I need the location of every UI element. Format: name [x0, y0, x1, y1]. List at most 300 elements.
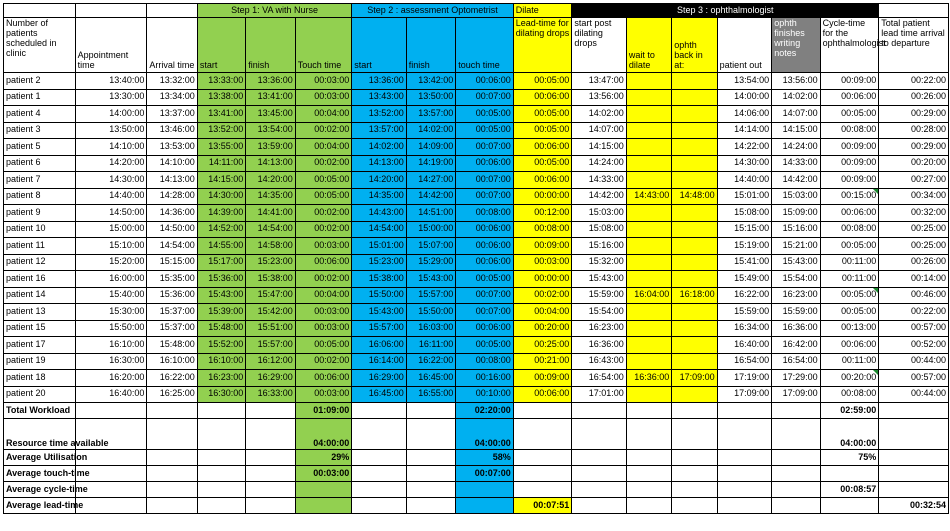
cell-s2-touch[interactable]: 00:16:00 — [456, 370, 514, 387]
cell-wait-to-dilate[interactable] — [626, 205, 671, 222]
cell-patient-out[interactable]: 15:59:00 — [717, 304, 772, 321]
average-utilisation-row-label[interactable]: Average Utilisation — [4, 450, 76, 466]
cell-leadtime-dilating[interactable]: 00:05:00 — [513, 122, 572, 139]
cell-patient-out[interactable]: 15:08:00 — [717, 205, 772, 222]
cell-s2-start[interactable]: 13:43:00 — [352, 89, 407, 106]
cell-arrival-time[interactable]: 15:37:00 — [147, 320, 197, 337]
cell-patient-name[interactable]: patient 6 — [4, 155, 76, 172]
section-step3[interactable]: Step 3 : ophthalmologist — [572, 4, 879, 18]
cell-total-lead-time[interactable]: 00:22:00 — [879, 73, 949, 90]
cell[interactable] — [147, 466, 197, 482]
cell[interactable] — [820, 498, 879, 514]
cell-leadtime-dilating[interactable]: 00:05:00 — [513, 155, 572, 172]
cell-cycle-time[interactable]: 00:09:00 — [820, 139, 879, 156]
cell-s2-start[interactable]: 15:57:00 — [352, 320, 407, 337]
cell-s2-finish[interactable]: 15:50:00 — [406, 304, 455, 321]
cell-s1-touch[interactable]: 00:03:00 — [295, 89, 352, 106]
cell[interactable] — [147, 419, 197, 450]
cell-total-lead-time[interactable]: 00:25:00 — [879, 221, 949, 238]
cell-patient-out[interactable]: 15:19:00 — [717, 238, 772, 255]
cell-ophth-back-in[interactable] — [672, 221, 717, 238]
cell-appointment-time[interactable]: 14:20:00 — [75, 155, 147, 172]
average-cycle-time-row-oph[interactable]: 00:08:57 — [820, 482, 879, 498]
cell-s2-start[interactable]: 13:36:00 — [352, 73, 407, 90]
cell-appointment-time[interactable]: 15:00:00 — [75, 221, 147, 238]
header-patient-out[interactable]: patient out — [717, 18, 772, 73]
cell-ophth-finishes[interactable]: 17:09:00 — [772, 386, 820, 403]
cell-leadtime-dilating[interactable]: 00:09:00 — [513, 370, 572, 387]
cell-start-post-dilating[interactable]: 15:32:00 — [572, 254, 627, 271]
cell-ophth-finishes[interactable]: 17:29:00 — [772, 370, 820, 387]
cell-appointment-time[interactable]: 13:50:00 — [75, 122, 147, 139]
cell-s2-finish[interactable]: 14:51:00 — [406, 205, 455, 222]
cell-patient-out[interactable]: 15:49:00 — [717, 271, 772, 288]
cell-cycle-time[interactable]: 00:15:00 — [820, 188, 879, 205]
header-ophth-back[interactable]: ophth back in at: — [672, 18, 717, 73]
cell[interactable] — [626, 419, 671, 450]
cell-s1-start[interactable]: 13:33:00 — [197, 73, 245, 90]
cell-s2-touch[interactable]: 00:07:00 — [456, 287, 514, 304]
cell-s1-touch[interactable]: 00:03:00 — [295, 320, 352, 337]
cell-patient-out[interactable]: 14:00:00 — [717, 89, 772, 106]
section-step2[interactable]: Step 2 : assessment Optometrist — [352, 4, 514, 18]
resource-time-row-s2[interactable]: 04:00:00 — [456, 419, 514, 450]
cell-wait-to-dilate[interactable] — [626, 89, 671, 106]
cell-s2-start[interactable]: 15:38:00 — [352, 271, 407, 288]
cell-leadtime-dilating[interactable]: 00:12:00 — [513, 205, 572, 222]
cell-patient-name[interactable]: patient 16 — [4, 271, 76, 288]
cell-s2-touch[interactable]: 00:06:00 — [456, 221, 514, 238]
cell-leadtime-dilating[interactable]: 00:06:00 — [513, 139, 572, 156]
cell-wait-to-dilate[interactable] — [626, 139, 671, 156]
cell-cycle-time[interactable]: 00:08:00 — [820, 386, 879, 403]
cell[interactable] — [352, 403, 407, 419]
cell-cycle-time[interactable]: 00:11:00 — [820, 254, 879, 271]
header-patients[interactable]: Number of patients scheduled in clinic — [4, 18, 76, 73]
cell-arrival-time[interactable]: 13:53:00 — [147, 139, 197, 156]
cell-wait-to-dilate[interactable]: 16:04:00 — [626, 287, 671, 304]
cell-appointment-time[interactable]: 16:00:00 — [75, 271, 147, 288]
cell-leadtime-dilating[interactable]: 00:03:00 — [513, 254, 572, 271]
cell-s1-touch[interactable]: 00:02:00 — [295, 155, 352, 172]
cell-patient-out[interactable]: 16:34:00 — [717, 320, 772, 337]
cell-patient-name[interactable]: patient 7 — [4, 172, 76, 189]
cell-appointment-time[interactable]: 14:00:00 — [75, 106, 147, 123]
cell-s1-start[interactable]: 16:10:00 — [197, 353, 245, 370]
cell-leadtime-dilating[interactable]: 00:00:00 — [513, 271, 572, 288]
cell-ophth-back-in[interactable]: 14:48:00 — [672, 188, 717, 205]
cell-s2-touch[interactable]: 00:08:00 — [456, 205, 514, 222]
cell[interactable] — [513, 482, 572, 498]
cell-patient-name[interactable]: patient 19 — [4, 353, 76, 370]
cell-ophth-back-in[interactable] — [672, 139, 717, 156]
cell-patient-name[interactable]: patient 14 — [4, 287, 76, 304]
cell-s1-start[interactable]: 15:39:00 — [197, 304, 245, 321]
cell-s1-finish[interactable]: 15:51:00 — [246, 320, 295, 337]
cell-start-post-dilating[interactable]: 13:47:00 — [572, 73, 627, 90]
total-workload-row-oph[interactable]: 02:59:00 — [820, 403, 879, 419]
cell-patient-out[interactable]: 14:40:00 — [717, 172, 772, 189]
cell-patient-out[interactable]: 15:15:00 — [717, 221, 772, 238]
cell[interactable] — [879, 419, 949, 450]
cell-arrival-time[interactable]: 15:36:00 — [147, 287, 197, 304]
average-utilisation-row-s2[interactable]: 58% — [456, 450, 514, 466]
cell-leadtime-dilating[interactable]: 00:05:00 — [513, 73, 572, 90]
cell-total-lead-time[interactable]: 00:52:00 — [879, 337, 949, 354]
cell[interactable] — [626, 498, 671, 514]
cell-appointment-time[interactable]: 15:30:00 — [75, 304, 147, 321]
cell[interactable] — [352, 482, 407, 498]
cell-arrival-time[interactable]: 14:13:00 — [147, 172, 197, 189]
cell[interactable] — [672, 498, 717, 514]
cell[interactable] — [197, 403, 245, 419]
cell-s2-start[interactable]: 14:02:00 — [352, 139, 407, 156]
cell-start-post-dilating[interactable]: 15:59:00 — [572, 287, 627, 304]
cell-ophth-finishes[interactable]: 16:36:00 — [772, 320, 820, 337]
total-workload-row-s2[interactable]: 02:20:00 — [456, 403, 514, 419]
cell-wait-to-dilate[interactable] — [626, 304, 671, 321]
cell-start-post-dilating[interactable]: 15:43:00 — [572, 271, 627, 288]
cell-patient-out[interactable]: 16:40:00 — [717, 337, 772, 354]
cell-ophth-finishes[interactable]: 15:43:00 — [772, 254, 820, 271]
cell-arrival-time[interactable]: 13:34:00 — [147, 89, 197, 106]
cell[interactable] — [75, 498, 147, 514]
cell-patient-out[interactable]: 14:30:00 — [717, 155, 772, 172]
cell[interactable] — [772, 450, 820, 466]
cell-ophth-finishes[interactable]: 15:59:00 — [772, 304, 820, 321]
cell[interactable] — [513, 419, 572, 450]
cell[interactable] — [572, 403, 627, 419]
header-ophth-finishes[interactable]: ophth finishes writing notes — [772, 18, 820, 73]
cell-patient-out[interactable]: 16:22:00 — [717, 287, 772, 304]
cell[interactable] — [197, 482, 245, 498]
cell[interactable] — [717, 498, 772, 514]
cell-cycle-time[interactable]: 00:11:00 — [820, 271, 879, 288]
cell[interactable] — [147, 498, 197, 514]
cell-total-lead-time[interactable]: 00:28:00 — [879, 122, 949, 139]
header-s1-finish[interactable]: finish — [246, 18, 295, 73]
cell-patient-name[interactable]: patient 17 — [4, 337, 76, 354]
cell-s2-finish[interactable]: 13:57:00 — [406, 106, 455, 123]
cell-appointment-time[interactable]: 14:40:00 — [75, 188, 147, 205]
header-total-lead[interactable]: Total patient lead time arrival to departure — [879, 18, 949, 73]
cell-s2-finish[interactable]: 13:50:00 — [406, 89, 455, 106]
cell-s2-start[interactable]: 15:01:00 — [352, 238, 407, 255]
cell-leadtime-dilating[interactable]: 00:06:00 — [513, 386, 572, 403]
cell-ophth-back-in[interactable] — [672, 89, 717, 106]
cell[interactable] — [406, 403, 455, 419]
cell-cycle-time[interactable]: 00:13:00 — [820, 320, 879, 337]
cell-arrival-time[interactable]: 15:15:00 — [147, 254, 197, 271]
cell-s1-finish[interactable]: 15:47:00 — [246, 287, 295, 304]
cell-wait-to-dilate[interactable] — [626, 320, 671, 337]
cell-wait-to-dilate[interactable] — [626, 271, 671, 288]
cell-start-post-dilating[interactable]: 17:01:00 — [572, 386, 627, 403]
cell-s2-start[interactable]: 16:45:00 — [352, 386, 407, 403]
cell[interactable] — [717, 419, 772, 450]
cell[interactable] — [406, 498, 455, 514]
resource-time-row-s1[interactable]: 04:00:00 — [295, 419, 352, 450]
cell-start-post-dilating[interactable]: 15:54:00 — [572, 304, 627, 321]
cell-ophth-back-in[interactable] — [672, 122, 717, 139]
cell[interactable] — [352, 419, 407, 450]
cell-arrival-time[interactable]: 14:54:00 — [147, 238, 197, 255]
cell[interactable] — [513, 450, 572, 466]
cell-wait-to-dilate[interactable] — [626, 122, 671, 139]
average-lead-time-row-total[interactable]: 00:32:54 — [879, 498, 949, 514]
cell-total-lead-time[interactable]: 00:27:00 — [879, 172, 949, 189]
cell-s2-finish[interactable]: 15:07:00 — [406, 238, 455, 255]
cell-appointment-time[interactable]: 16:30:00 — [75, 353, 147, 370]
cell-patient-out[interactable]: 14:22:00 — [717, 139, 772, 156]
cell-s2-finish[interactable]: 14:27:00 — [406, 172, 455, 189]
cell-ophth-finishes[interactable]: 14:02:00 — [772, 89, 820, 106]
cell-s1-touch[interactable]: 00:02:00 — [295, 221, 352, 238]
cell-ophth-finishes[interactable]: 14:07:00 — [772, 106, 820, 123]
header-start-post[interactable]: start post dilating drops — [572, 18, 627, 73]
cell-s2-finish[interactable]: 16:45:00 — [406, 370, 455, 387]
cell-ophth-finishes[interactable]: 13:56:00 — [772, 73, 820, 90]
cell-appointment-time[interactable]: 16:20:00 — [75, 370, 147, 387]
cell[interactable] — [772, 482, 820, 498]
cell-wait-to-dilate[interactable] — [626, 172, 671, 189]
cell-ophth-back-in[interactable] — [672, 155, 717, 172]
cell[interactable] — [147, 403, 197, 419]
cell-start-post-dilating[interactable]: 16:54:00 — [572, 370, 627, 387]
cell-arrival-time[interactable]: 16:10:00 — [147, 353, 197, 370]
cell-cycle-time[interactable]: 00:11:00 — [820, 353, 879, 370]
cell-s2-touch[interactable]: 00:05:00 — [456, 337, 514, 354]
cell-s1-touch[interactable]: 00:04:00 — [295, 287, 352, 304]
cell-wait-to-dilate[interactable] — [626, 337, 671, 354]
cell[interactable] — [772, 498, 820, 514]
cell-s1-start[interactable]: 13:55:00 — [197, 139, 245, 156]
cell[interactable] — [513, 466, 572, 482]
cell-start-post-dilating[interactable]: 14:02:00 — [572, 106, 627, 123]
cell-arrival-time[interactable]: 14:50:00 — [147, 221, 197, 238]
cell-total-lead-time[interactable]: 00:57:00 — [879, 320, 949, 337]
cell-start-post-dilating[interactable]: 16:23:00 — [572, 320, 627, 337]
cell-total-lead-time[interactable]: 00:29:00 — [879, 106, 949, 123]
cell-total-lead-time[interactable]: 00:26:00 — [879, 89, 949, 106]
cell-total-lead-time[interactable]: 00:26:00 — [879, 254, 949, 271]
cell-s1-finish[interactable]: 13:36:00 — [246, 73, 295, 90]
cell-patient-name[interactable]: patient 12 — [4, 254, 76, 271]
cell[interactable] — [820, 466, 879, 482]
cell-s2-start[interactable]: 14:13:00 — [352, 155, 407, 172]
cell[interactable] — [717, 450, 772, 466]
cell-start-post-dilating[interactable]: 15:16:00 — [572, 238, 627, 255]
cell[interactable] — [672, 466, 717, 482]
cell-patient-out[interactable]: 17:09:00 — [717, 386, 772, 403]
cell-leadtime-dilating[interactable]: 00:08:00 — [513, 221, 572, 238]
cell-s1-touch[interactable]: 00:03:00 — [295, 73, 352, 90]
cell-s2-start[interactable]: 13:52:00 — [352, 106, 407, 123]
cell-cycle-time[interactable]: 00:05:00 — [820, 238, 879, 255]
average-utilisation-row-s1[interactable]: 29% — [295, 450, 352, 466]
cell-s1-touch[interactable]: 00:05:00 — [295, 337, 352, 354]
cell-wait-to-dilate[interactable] — [626, 221, 671, 238]
cell-s2-start[interactable]: 14:43:00 — [352, 205, 407, 222]
cell-leadtime-dilating[interactable]: 00:09:00 — [513, 238, 572, 255]
cell-appointment-time[interactable]: 16:10:00 — [75, 337, 147, 354]
cell-s2-start[interactable]: 14:20:00 — [352, 172, 407, 189]
cell-total-lead-time[interactable]: 00:14:00 — [879, 271, 949, 288]
cell-ophth-finishes[interactable]: 15:21:00 — [772, 238, 820, 255]
cell-s1-finish[interactable]: 14:13:00 — [246, 155, 295, 172]
cell-wait-to-dilate[interactable] — [626, 73, 671, 90]
cell[interactable] — [626, 450, 671, 466]
cell-s1-start[interactable]: 14:39:00 — [197, 205, 245, 222]
cell-s2-finish[interactable]: 15:43:00 — [406, 271, 455, 288]
cell-patient-name[interactable]: patient 11 — [4, 238, 76, 255]
cell-s2-finish[interactable]: 13:42:00 — [406, 73, 455, 90]
cell[interactable] — [147, 4, 197, 18]
total-workload-row-label[interactable]: Total Workload — [4, 403, 76, 419]
cell-wait-to-dilate[interactable] — [626, 254, 671, 271]
cell-start-post-dilating[interactable]: 15:03:00 — [572, 205, 627, 222]
cell-s1-start[interactable]: 14:11:00 — [197, 155, 245, 172]
cell-appointment-time[interactable]: 14:10:00 — [75, 139, 147, 156]
cell-ophth-back-in[interactable] — [672, 271, 717, 288]
header-arrival[interactable]: Arrival time — [147, 18, 197, 73]
cell[interactable] — [572, 498, 627, 514]
cell-total-lead-time[interactable]: 00:34:00 — [879, 188, 949, 205]
cell[interactable] — [75, 403, 147, 419]
cell-total-lead-time[interactable]: 00:32:00 — [879, 205, 949, 222]
cell-arrival-time[interactable]: 13:32:00 — [147, 73, 197, 90]
cell-s2-start[interactable]: 16:06:00 — [352, 337, 407, 354]
cell-appointment-time[interactable]: 14:50:00 — [75, 205, 147, 222]
cell-total-lead-time[interactable]: 00:20:00 — [879, 155, 949, 172]
cell[interactable] — [879, 466, 949, 482]
cell[interactable] — [295, 482, 352, 498]
cell-patient-name[interactable]: patient 1 — [4, 89, 76, 106]
cell-s1-finish[interactable]: 14:54:00 — [246, 221, 295, 238]
cell-ophth-back-in[interactable] — [672, 353, 717, 370]
cell-arrival-time[interactable]: 13:37:00 — [147, 106, 197, 123]
cell[interactable] — [246, 450, 295, 466]
cell[interactable] — [456, 498, 514, 514]
cell-ophth-back-in[interactable] — [672, 238, 717, 255]
cell-s2-finish[interactable]: 15:00:00 — [406, 221, 455, 238]
average-utilisation-row-oph[interactable]: 75% — [820, 450, 879, 466]
cell-s1-touch[interactable]: 00:03:00 — [295, 386, 352, 403]
cell-appointment-time[interactable]: 13:30:00 — [75, 89, 147, 106]
cell-s2-touch[interactable]: 00:06:00 — [456, 320, 514, 337]
cell-leadtime-dilating[interactable]: 00:20:00 — [513, 320, 572, 337]
cell-ophth-back-in[interactable] — [672, 337, 717, 354]
cell-cycle-time[interactable]: 00:05:00 — [820, 287, 879, 304]
cell-total-lead-time[interactable]: 00:29:00 — [879, 139, 949, 156]
cell-s1-start[interactable]: 14:30:00 — [197, 188, 245, 205]
cell[interactable] — [197, 466, 245, 482]
cell-s1-start[interactable]: 13:41:00 — [197, 106, 245, 123]
cell-total-lead-time[interactable]: 00:44:00 — [879, 386, 949, 403]
cell-wait-to-dilate[interactable] — [626, 353, 671, 370]
cell-s1-finish[interactable]: 14:41:00 — [246, 205, 295, 222]
cell-arrival-time[interactable]: 13:46:00 — [147, 122, 197, 139]
cell[interactable] — [246, 466, 295, 482]
cell[interactable] — [246, 419, 295, 450]
cell-patient-name[interactable]: patient 10 — [4, 221, 76, 238]
cell-patient-out[interactable]: 14:14:00 — [717, 122, 772, 139]
cell[interactable] — [147, 482, 197, 498]
cell-leadtime-dilating[interactable]: 00:25:00 — [513, 337, 572, 354]
cell-arrival-time[interactable]: 14:28:00 — [147, 188, 197, 205]
cell-s2-touch[interactable]: 00:07:00 — [456, 89, 514, 106]
cell-ophth-finishes[interactable]: 15:09:00 — [772, 205, 820, 222]
cell[interactable] — [572, 419, 627, 450]
cell-start-post-dilating[interactable]: 13:56:00 — [572, 89, 627, 106]
cell-ophth-back-in[interactable]: 16:18:00 — [672, 287, 717, 304]
cell[interactable] — [717, 403, 772, 419]
cell[interactable] — [626, 482, 671, 498]
cell-cycle-time[interactable]: 00:09:00 — [820, 172, 879, 189]
cell-patient-name[interactable]: patient 8 — [4, 188, 76, 205]
cell-start-post-dilating[interactable]: 14:15:00 — [572, 139, 627, 156]
cell-wait-to-dilate[interactable]: 14:43:00 — [626, 188, 671, 205]
cell-appointment-time[interactable]: 15:40:00 — [75, 287, 147, 304]
cell-ophth-back-in[interactable] — [672, 205, 717, 222]
cell-s1-touch[interactable]: 00:05:00 — [295, 188, 352, 205]
cell-s1-start[interactable]: 14:55:00 — [197, 238, 245, 255]
cell[interactable] — [572, 466, 627, 482]
cell-s1-start[interactable]: 15:43:00 — [197, 287, 245, 304]
cell-total-lead-time[interactable]: 00:46:00 — [879, 287, 949, 304]
cell-cycle-time[interactable]: 00:08:00 — [820, 221, 879, 238]
cell-patient-name[interactable]: patient 20 — [4, 386, 76, 403]
cell-s2-start[interactable]: 15:50:00 — [352, 287, 407, 304]
cell-ophth-back-in[interactable] — [672, 106, 717, 123]
cell-s2-start[interactable]: 13:57:00 — [352, 122, 407, 139]
cell[interactable] — [75, 4, 147, 18]
cell-s2-start[interactable]: 15:23:00 — [352, 254, 407, 271]
cell-ophth-back-in[interactable] — [672, 304, 717, 321]
cell-appointment-time[interactable]: 13:40:00 — [75, 73, 147, 90]
cell-s1-touch[interactable]: 00:06:00 — [295, 370, 352, 387]
cell-s1-touch[interactable]: 00:05:00 — [295, 172, 352, 189]
cell-s1-start[interactable]: 14:15:00 — [197, 172, 245, 189]
cell[interactable] — [406, 482, 455, 498]
cell-s1-touch[interactable]: 00:04:00 — [295, 139, 352, 156]
cell[interactable] — [626, 403, 671, 419]
cell-s1-touch[interactable]: 00:02:00 — [295, 271, 352, 288]
cell-leadtime-dilating[interactable]: 00:05:00 — [513, 106, 572, 123]
cell-leadtime-dilating[interactable]: 00:06:00 — [513, 89, 572, 106]
cell-ophth-back-in[interactable] — [672, 386, 717, 403]
cell-s1-touch[interactable]: 00:03:00 — [295, 238, 352, 255]
cell-cycle-time[interactable]: 00:20:00 — [820, 370, 879, 387]
cell-ophth-finishes[interactable]: 16:54:00 — [772, 353, 820, 370]
cell-ophth-finishes[interactable]: 14:24:00 — [772, 139, 820, 156]
cell-wait-to-dilate[interactable]: 16:36:00 — [626, 370, 671, 387]
cell-wait-to-dilate[interactable] — [626, 386, 671, 403]
cell[interactable] — [197, 450, 245, 466]
cell[interactable] — [672, 450, 717, 466]
cell-s1-finish[interactable]: 13:45:00 — [246, 106, 295, 123]
section-step1[interactable]: Step 1: VA with Nurse — [197, 4, 351, 18]
cell-s1-finish[interactable]: 14:20:00 — [246, 172, 295, 189]
cell-s2-touch[interactable]: 00:06:00 — [456, 155, 514, 172]
cell-s1-start[interactable]: 14:52:00 — [197, 221, 245, 238]
resource-time-row-label[interactable]: Resource time available — [4, 419, 76, 450]
cell-s1-start[interactable]: 13:38:00 — [197, 89, 245, 106]
cell[interactable] — [879, 4, 949, 18]
cell[interactable] — [197, 498, 245, 514]
cell-start-post-dilating[interactable]: 14:33:00 — [572, 172, 627, 189]
cell[interactable] — [406, 450, 455, 466]
